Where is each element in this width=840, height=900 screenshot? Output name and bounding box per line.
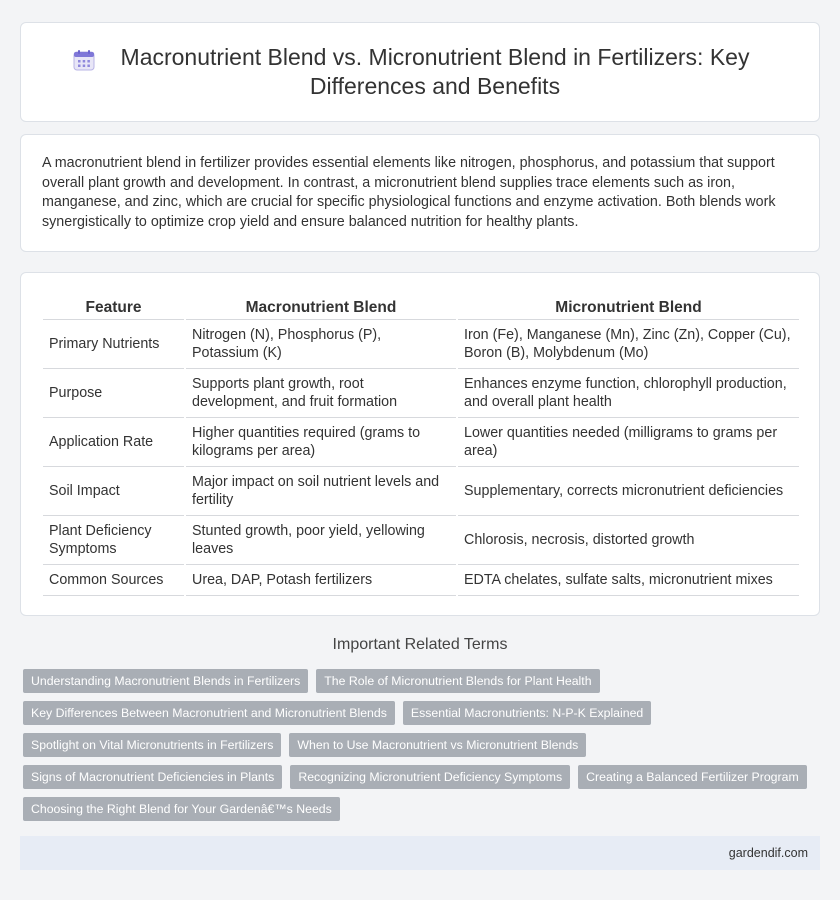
comparison-card [20,272,820,616]
intro-card [20,134,820,252]
related-term-link[interactable]: The Role of Micronutrient Blends for Plant Health [316,669,599,693]
row-micro: Supplementary, corrects micronutrient deficiencies [457,467,799,516]
row-micro: Lower quantities needed (milligrams to grams per area) [457,418,799,467]
page-title: Macronutrient Blend vs. Micronutrient Blend in Fertilizers: Key Differences and Benefits [120,44,750,99]
related-term-link[interactable]: Recognizing Micronutrient Deficiency Symptoms [290,765,570,789]
related-term-link[interactable]: Understanding Macronutrient Blends in Fertilizers [23,669,308,693]
row-feature: Soil Impact [43,467,185,516]
row-feature: Purpose [43,369,185,418]
table-header-row [43,297,799,320]
footer [20,836,820,870]
intro-paragraph: A macronutrient blend in fertilizer provides essential elements like nitrogen, phosphorus, and potassium that support overall plant growth and development. In contrast, a micronutrient blend supplies trace elements such as iron, manganese, and zinc, which are crucial for specific physiological functions and enzyme activation. Both blends work synergistically to optimize crop yield and ensure balanced nutrition for healthy plants. [42,155,776,230]
row-micro: Enhances enzyme function, chlorophyll production, and overall plant health [457,369,799,418]
row-macro: Stunted growth, poor yield, yellowing leaves [185,516,457,565]
row-macro: Supports plant growth, root development, and fruit formation [185,369,457,418]
table-row [43,467,799,516]
row-macro: Higher quantities required (grams to kilograms per area) [185,418,457,467]
header-macronutrient: Macronutrient Blend [185,297,457,320]
row-feature: Application Rate [43,418,185,467]
related-term-link[interactable]: Signs of Macronutrient Deficiencies in Plants [23,765,282,789]
table-row [43,565,799,596]
table-row [43,418,799,467]
row-micro: EDTA chelates, sulfate salts, micronutrient mixes [457,565,799,596]
footer-site-link[interactable]: gardendif.com [728,846,808,860]
row-macro: Major impact on soil nutrient levels and fertility [185,467,457,516]
row-feature: Plant Deficiency Symptoms [43,516,185,565]
related-term-link[interactable]: When to Use Macronutrient vs Micronutrient Blends [289,733,586,757]
row-micro: Chlorosis, necrosis, distorted growth [457,516,799,565]
table-row [43,369,799,418]
related-term-link[interactable]: Choosing the Right Blend for Your Gardenâ€™s Needs [23,797,340,821]
row-macro: Nitrogen (N), Phosphorus (P), Potassium (K) [185,320,457,369]
row-macro: Urea, DAP, Potash fertilizers [185,565,457,596]
related-term-link[interactable]: Essential Macronutrients: N-P-K Explained [403,701,651,725]
header-micronutrient: Micronutrient Blend [457,297,799,320]
table-row [43,516,799,565]
related-terms-list [23,669,823,829]
related-term-link[interactable]: Key Differences Between Macronutrient and Micronutrient Blends [23,701,395,725]
related-terms-title: Important Related Terms [332,636,508,653]
row-feature: Common Sources [43,565,185,596]
title-card [20,22,820,122]
comparison-table [43,297,799,596]
table-row [43,320,799,369]
row-micro: Iron (Fe), Manganese (Mn), Zinc (Zn), Copper (Cu), Boron (B), Molybdenum (Mo) [457,320,799,369]
related-term-link[interactable]: Spotlight on Vital Micronutrients in Fertilizers [23,733,281,757]
related-term-link[interactable]: Creating a Balanced Fertilizer Program [578,765,807,789]
row-feature: Primary Nutrients [43,320,185,369]
header-feature: Feature [43,297,185,320]
